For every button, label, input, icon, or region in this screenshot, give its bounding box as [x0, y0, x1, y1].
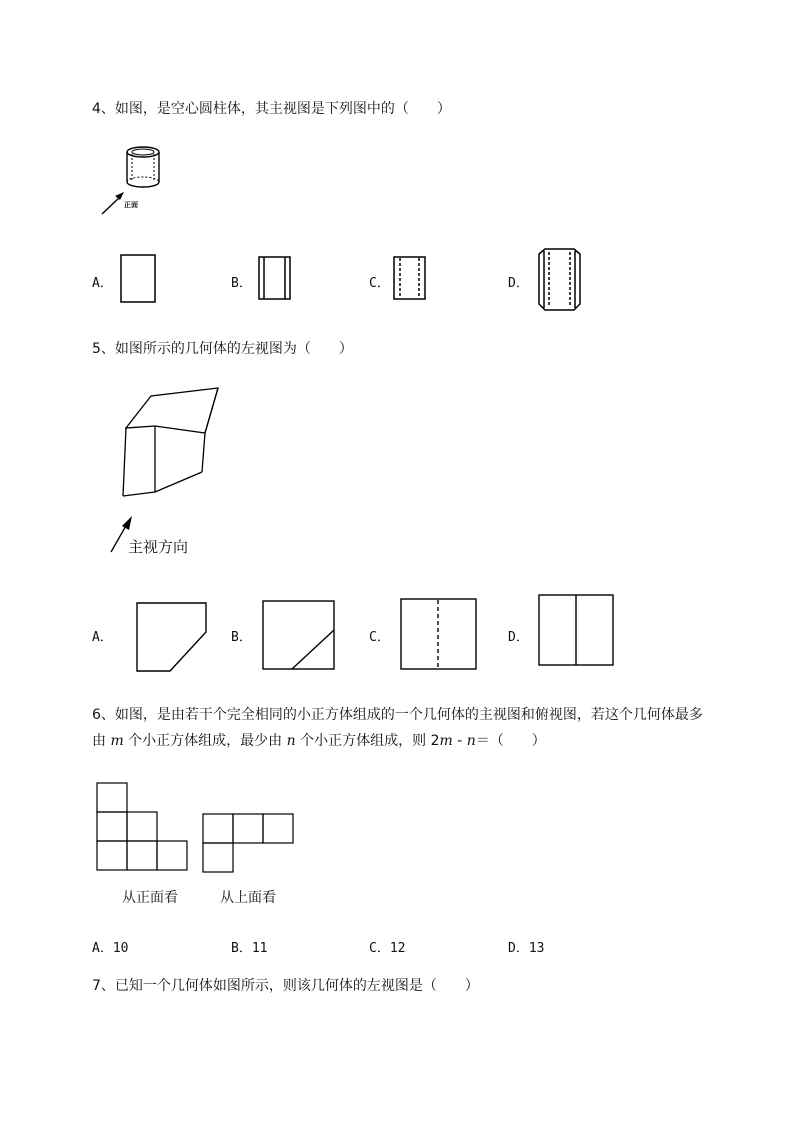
var-m: m — [110, 733, 124, 749]
question-6-line2: 由 m 个小正方体组成，最少由 n 个小正方体组成，则 2m ‑ n＝（ ） — [92, 733, 546, 749]
q4-option-a-figure — [120, 254, 156, 303]
prism-solid-figure — [108, 386, 223, 556]
front-view-grid — [96, 782, 188, 872]
q4-option-c-figure — [393, 256, 426, 300]
q5-option-b-figure — [262, 600, 335, 670]
q5-option-a-label[interactable]: A． — [92, 630, 113, 645]
q5-option-a-figure — [136, 602, 208, 672]
question-5-text: 5、如图所示的几何体的左视图为（ ） — [92, 341, 353, 357]
front-view-label: 正面 — [124, 201, 138, 209]
q4-option-d-label[interactable]: D． — [508, 276, 529, 291]
q5-option-c-label[interactable]: C． — [369, 630, 390, 645]
top-view-grid — [202, 813, 294, 875]
q5-option-d-label[interactable]: D． — [508, 630, 529, 645]
q4-option-b-figure — [258, 256, 291, 300]
q5-option-b-label[interactable]: B． — [231, 630, 252, 645]
q6-option-a[interactable]: A．10 — [92, 941, 129, 956]
q4-option-d-figure — [538, 248, 582, 312]
var-n: n — [286, 733, 296, 749]
q6-option-d[interactable]: D．13 — [508, 941, 545, 956]
q6-option-c[interactable]: C．12 — [369, 941, 406, 956]
q5-option-d-figure — [538, 594, 614, 666]
question-4-text: 4、如图，是空心圆柱体，其主视图是下列图中的（ ） — [92, 101, 451, 117]
q6-option-b[interactable]: B．11 — [231, 941, 268, 956]
q4-option-c-label[interactable]: C． — [369, 276, 390, 291]
front-direction-label: 主视方向 — [128, 538, 189, 556]
q4-option-a-label[interactable]: A． — [92, 276, 113, 291]
question-7-text: 7、已知一个几何体如图所示，则该几何体的左视图是（ ） — [92, 978, 479, 994]
q5-option-c-figure — [400, 598, 477, 670]
question-6-line1: 6、如图，是由若干个完全相同的小正方体组成的一个几何体的主视图和俯视图，若这个几何体最多 — [92, 707, 703, 723]
top-view-caption: 从上面看 — [220, 890, 276, 906]
front-view-caption: 从正面看 — [122, 890, 178, 906]
q4-option-b-label[interactable]: B． — [231, 276, 252, 291]
